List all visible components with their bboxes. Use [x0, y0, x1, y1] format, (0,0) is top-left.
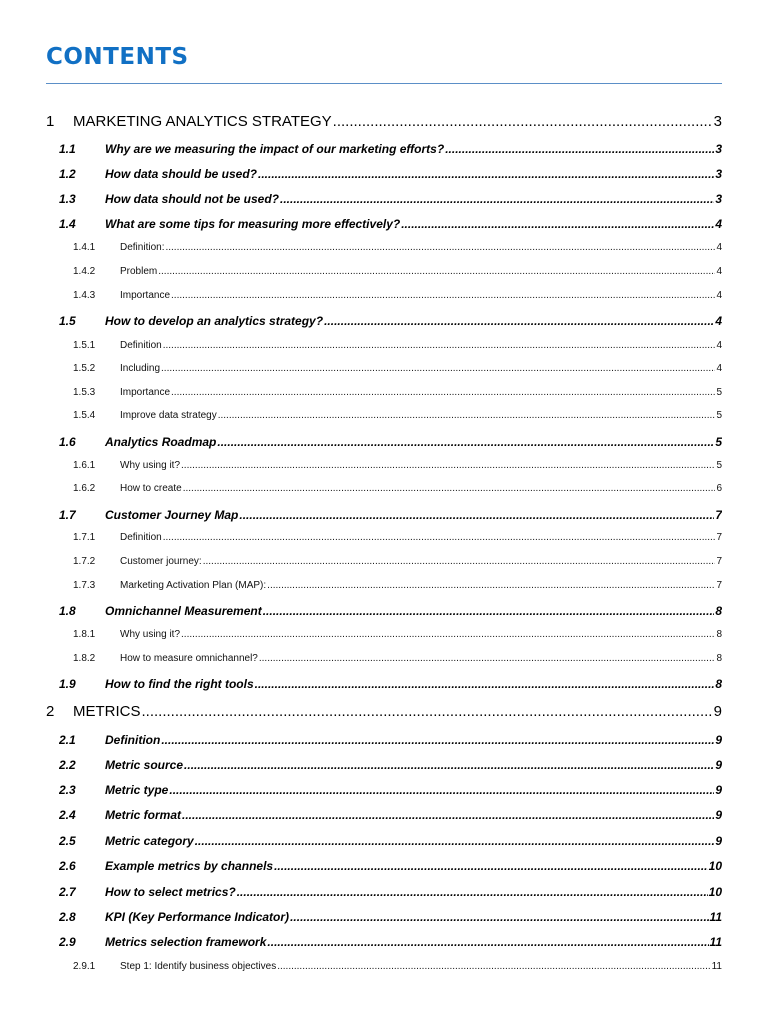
toc-entry-title: Customer Journey Map [105, 508, 239, 522]
toc-entry-number: 1.6.1 [73, 460, 96, 471]
toc-entry-title: How data should not be used? [105, 192, 279, 206]
toc-entry-title: Importance [120, 387, 171, 398]
toc-entry-page: 9 [715, 783, 722, 797]
toc-entry-page: 11 [709, 935, 722, 949]
toc-entry-page: 9 [715, 758, 722, 772]
toc-entry-title: How data should be used? [105, 167, 258, 181]
toc-entry-number: 2 [46, 703, 55, 720]
toc-entry-number: 2.4 [59, 808, 76, 822]
toc-entry-title: How to develop an analytics strategy? [105, 314, 324, 328]
toc-entry-number: 1.7 [59, 508, 76, 522]
toc-dot-leader [239, 508, 714, 522]
toc-entry-number: 1.5.2 [73, 363, 96, 374]
toc-entry-1-7-1[interactable] [73, 532, 722, 543]
toc-entry-number: 1.8 [59, 604, 76, 618]
toc-entry-2-9[interactable] [59, 935, 722, 949]
toc-entry-page: 4 [716, 340, 722, 351]
toc-entry-title: Definition [120, 532, 162, 543]
toc-entry-title: Omnichannel Measurement [105, 604, 262, 618]
toc-entry-number: 1.5 [59, 314, 76, 328]
toc-dot-leader [169, 783, 714, 797]
toc-entry-page: 9 [715, 733, 722, 747]
toc-entry-1-4-3[interactable] [73, 290, 722, 301]
toc-dot-leader [161, 733, 714, 747]
toc-dot-leader [267, 935, 708, 949]
toc-entry-1-5-3[interactable] [73, 387, 722, 398]
toc-entry-page: 8 [716, 629, 722, 640]
toc-dot-leader [255, 677, 715, 691]
toc-entry-title: Metric format [105, 808, 182, 822]
toc-entry-1-8-2[interactable] [73, 653, 722, 664]
toc-entry-2-6[interactable] [59, 859, 722, 873]
toc-entry-number: 1.7.1 [73, 532, 96, 543]
toc-entry-2-9-1[interactable] [73, 961, 722, 972]
toc-dot-leader [181, 629, 715, 640]
toc-dot-leader [142, 703, 713, 720]
toc-entry-1-8-1[interactable] [73, 629, 722, 640]
toc-entry-number: 1.4.1 [73, 242, 96, 253]
toc-entry-1-2[interactable] [59, 167, 722, 181]
toc-entry-title: Definition: [120, 242, 165, 253]
toc-dot-leader [218, 410, 716, 421]
toc-dot-leader [333, 113, 713, 130]
toc-entry-title: Why are we measuring the impact of our marketing efforts? [105, 142, 445, 156]
toc-dot-leader [445, 142, 714, 156]
toc-entry-number: 1.8.1 [73, 629, 96, 640]
toc-entry-page: 4 [716, 363, 722, 374]
toc-entry-1-4-1[interactable] [73, 242, 722, 253]
toc-entry-title: Including [120, 363, 161, 374]
toc-entry-number: 1.1 [59, 142, 76, 156]
toc-entry-title: What are some tips for measuring more effectively? [105, 217, 401, 231]
toc-entry-number: 1.5.4 [73, 410, 96, 421]
toc-entry-page: 9 [713, 703, 722, 720]
toc-entry-page: 8 [715, 604, 722, 618]
toc-entry-title: Problem [120, 266, 158, 277]
toc-entry-2-3[interactable] [59, 783, 722, 797]
toc-dot-leader [324, 314, 714, 328]
toc-entry-page: 5 [716, 410, 722, 421]
toc-entry-page: 7 [716, 580, 722, 591]
toc-dot-leader [184, 758, 714, 772]
toc-entry-number: 2.7 [59, 885, 76, 899]
toc-dot-leader [163, 532, 716, 543]
toc-dot-leader [237, 885, 708, 899]
toc-entry-page: 10 [708, 885, 722, 899]
toc-entry-number: 2.2 [59, 758, 76, 772]
toc-dot-leader [182, 808, 714, 822]
toc-entry-number: 1.6 [59, 435, 76, 449]
toc-entry-page: 3 [715, 192, 722, 206]
toc-entry-title: MARKETING ANALYTICS STRATEGY [73, 113, 332, 130]
toc-entry-2-2[interactable] [59, 758, 722, 772]
toc-entry-title: Metric category [105, 834, 194, 848]
toc-dot-leader [183, 483, 716, 494]
toc-entry-number: 1.4.3 [73, 290, 96, 301]
toc-entry-page: 5 [716, 460, 722, 471]
toc-entry-page: 5 [715, 435, 722, 449]
toc-entry-page: 4 [716, 242, 722, 253]
toc-entry-page: 6 [716, 483, 722, 494]
toc-entry-title: Importance [120, 290, 171, 301]
toc-entry-page: 5 [716, 387, 722, 398]
toc-entry-1-3[interactable] [59, 192, 722, 206]
toc-dot-leader [280, 192, 714, 206]
toc-entry-2-7[interactable] [59, 885, 722, 899]
toc-entry-title: Improve data strategy [120, 410, 217, 421]
toc-dot-leader [258, 167, 714, 181]
toc-entry-page: 3 [715, 142, 722, 156]
toc-entry-1[interactable] [46, 113, 722, 130]
toc-entry-page: 4 [716, 266, 722, 277]
toc-entry-number: 1.6.2 [73, 483, 96, 494]
toc-entry-1-7[interactable] [59, 508, 722, 522]
toc-dot-leader [171, 387, 715, 398]
toc-entry-number: 1.3 [59, 192, 76, 206]
toc-entry-title: Why using it? [120, 460, 181, 471]
toc-entry-title: How to create [120, 483, 182, 494]
toc-entry-title: Definition [105, 733, 161, 747]
toc-dot-leader [401, 217, 714, 231]
toc-entry-1-7-2[interactable] [73, 556, 722, 567]
toc-dot-leader [267, 580, 715, 591]
toc-entry-title: Customer journey: [120, 556, 202, 567]
toc-entry-2-1[interactable] [59, 733, 722, 747]
toc-dot-leader [158, 266, 715, 277]
toc-entry-number: 1.7.2 [73, 556, 96, 567]
toc-entry-page: 9 [715, 834, 722, 848]
toc-entry-title: Example metrics by channels [105, 859, 274, 873]
toc-entry-title: Definition [120, 340, 162, 351]
toc-entry-title: Metrics selection framework [105, 935, 267, 949]
toc-entry-1-6-1[interactable] [73, 460, 722, 471]
toc-entry-number: 1.4.2 [73, 266, 96, 277]
toc-entry-page: 7 [716, 556, 722, 567]
toc-dot-leader [171, 290, 715, 301]
toc-entry-number: 2.1 [59, 733, 76, 747]
toc-entry-page: 11 [709, 910, 722, 924]
toc-entry-page: 3 [713, 113, 722, 130]
toc-entry-1-1[interactable] [59, 142, 722, 156]
toc-entry-number: 2.6 [59, 859, 76, 873]
toc-entry-1-6[interactable] [59, 435, 722, 449]
toc-entry-1-7-3[interactable] [73, 580, 722, 591]
toc-entry-page: 4 [715, 217, 722, 231]
toc-entry-page: 3 [715, 167, 722, 181]
toc-entry-1-5[interactable] [59, 314, 722, 328]
toc-dot-leader [290, 910, 708, 924]
toc-entry-number: 1 [46, 113, 55, 130]
toc-entry-number: 1.5.3 [73, 387, 96, 398]
toc-entry-1-5-2[interactable] [73, 363, 722, 374]
toc-entry-1-6-2[interactable] [73, 483, 722, 494]
toc-entry-title: Metric type [105, 783, 169, 797]
toc-entry-1-8[interactable] [59, 604, 722, 618]
toc-entry-title: Step 1: Identify business objectives [120, 961, 277, 972]
toc-entry-page: 4 [716, 290, 722, 301]
toc-entry-page: 11 [711, 961, 722, 972]
toc-entry-number: 2.5 [59, 834, 76, 848]
toc-entry-1-5-4[interactable] [73, 410, 722, 421]
toc-entry-page: 10 [708, 859, 722, 873]
toc-entry-2[interactable] [46, 703, 722, 720]
toc-entry-title: How to measure omnichannel? [120, 653, 258, 664]
toc-entry-1-4[interactable] [59, 217, 722, 231]
toc-dot-leader [181, 460, 715, 471]
toc-entry-2-4[interactable] [59, 808, 722, 822]
toc-entry-number: 1.2 [59, 167, 76, 181]
toc-entry-1-4-2[interactable] [73, 266, 722, 277]
toc-dot-leader [217, 435, 714, 449]
toc-entry-title: How to find the right tools [105, 677, 254, 691]
toc-entry-title: METRICS [73, 703, 141, 720]
toc-entry-2-5[interactable] [59, 834, 722, 848]
toc-entry-1-5-1[interactable] [73, 340, 722, 351]
toc-entry-2-8[interactable] [59, 910, 722, 924]
toc-entry-title: Metric source [105, 758, 184, 772]
toc-entry-page: 7 [715, 508, 722, 522]
toc-entry-page: 9 [715, 808, 722, 822]
toc-dot-leader [161, 363, 715, 374]
toc-dot-leader [203, 556, 716, 567]
toc-entry-title: Marketing Activation Plan (MAP): [120, 580, 267, 591]
toc-entry-number: 1.9 [59, 677, 76, 691]
toc-entry-page: 4 [715, 314, 722, 328]
toc-entry-number: 1.4 [59, 217, 76, 231]
toc-entry-page: 8 [715, 677, 722, 691]
toc-entry-number: 2.8 [59, 910, 76, 924]
toc-dot-leader [165, 242, 715, 253]
toc-dot-leader [274, 859, 708, 873]
toc-entry-1-9[interactable] [59, 677, 722, 691]
toc-dot-leader [263, 604, 715, 618]
toc-dot-leader [195, 834, 715, 848]
toc-entry-number: 1.7.3 [73, 580, 96, 591]
toc-entry-title: Analytics Roadmap [105, 435, 217, 449]
toc-dot-leader [277, 961, 710, 972]
toc-entry-number: 2.9 [59, 935, 76, 949]
page-title: CONTENTS [46, 44, 189, 70]
toc-entry-page: 8 [716, 653, 722, 664]
toc-entry-title: How to select metrics? [105, 885, 236, 899]
toc-entry-number: 2.9.1 [73, 961, 96, 972]
toc-entry-number: 1.5.1 [73, 340, 96, 351]
toc-dot-leader [259, 653, 716, 664]
toc-dot-leader [163, 340, 716, 351]
toc-entry-number: 2.3 [59, 783, 76, 797]
toc-entry-number: 1.8.2 [73, 653, 96, 664]
toc-entry-title: Why using it? [120, 629, 181, 640]
toc-entry-title: KPI (Key Performance Indicator) [105, 910, 290, 924]
toc-entry-page: 7 [716, 532, 722, 543]
